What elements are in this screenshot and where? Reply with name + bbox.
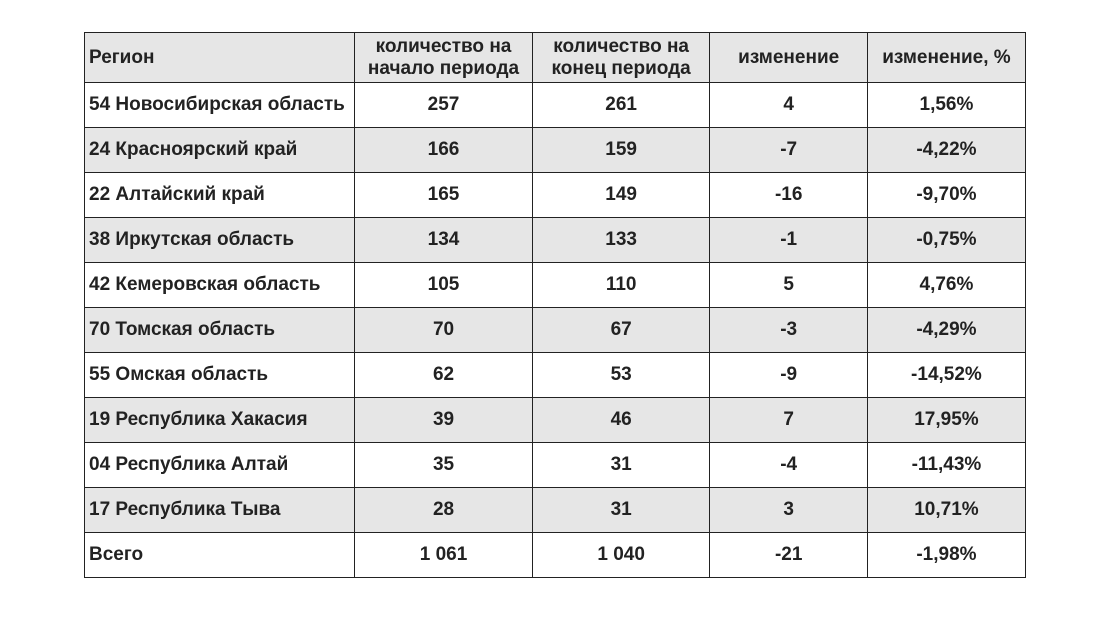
cell-region: 17 Республика Тыва <box>85 488 355 533</box>
cell-end-count: 1 040 <box>532 533 710 578</box>
cell-change-percent: -11,43% <box>867 443 1025 488</box>
cell-end-count: 46 <box>532 398 710 443</box>
cell-start-count: 1 061 <box>355 533 533 578</box>
table-row <box>85 443 1026 488</box>
region-table <box>84 32 1026 578</box>
cell-change-percent: -4,22% <box>867 128 1025 173</box>
cell-start-count: 134 <box>355 218 533 263</box>
cell-region: 38 Иркутская область <box>85 218 355 263</box>
cell-start-count: 166 <box>355 128 533 173</box>
cell-change: 3 <box>710 488 867 533</box>
cell-region: 55 Омская область <box>85 353 355 398</box>
header-change-percent: изменение, % <box>867 33 1025 83</box>
cell-region: 19 Республика Хакасия <box>85 398 355 443</box>
cell-region: 54 Новосибирская область <box>85 83 355 128</box>
cell-change-percent: -1,98% <box>867 533 1025 578</box>
table-row <box>85 398 1026 443</box>
cell-end-count: 110 <box>532 263 710 308</box>
cell-change: -16 <box>710 173 867 218</box>
cell-region: 22 Алтайский край <box>85 173 355 218</box>
cell-change: -3 <box>710 308 867 353</box>
cell-change: -7 <box>710 128 867 173</box>
table-row <box>85 218 1026 263</box>
cell-change-percent: 10,71% <box>867 488 1025 533</box>
cell-region: 24 Красноярский край <box>85 128 355 173</box>
cell-change-percent: -14,52% <box>867 353 1025 398</box>
table-row <box>85 263 1026 308</box>
cell-start-count: 62 <box>355 353 533 398</box>
header-end-count: количество на конец периода <box>532 33 710 83</box>
cell-change-percent: -9,70% <box>867 173 1025 218</box>
table-row <box>85 128 1026 173</box>
cell-region: 70 Томская область <box>85 308 355 353</box>
cell-start-count: 35 <box>355 443 533 488</box>
cell-change-percent: -0,75% <box>867 218 1025 263</box>
cell-region: 42 Кемеровская область <box>85 263 355 308</box>
cell-end-count: 149 <box>532 173 710 218</box>
cell-start-count: 257 <box>355 83 533 128</box>
cell-change: -9 <box>710 353 867 398</box>
header-change: изменение <box>710 33 867 83</box>
cell-start-count: 165 <box>355 173 533 218</box>
cell-end-count: 53 <box>532 353 710 398</box>
cell-change: 5 <box>710 263 867 308</box>
table-row <box>85 83 1026 128</box>
table-row <box>85 353 1026 398</box>
cell-change-percent: 4,76% <box>867 263 1025 308</box>
cell-start-count: 105 <box>355 263 533 308</box>
cell-end-count: 261 <box>532 83 710 128</box>
header-region: Регион <box>85 33 355 83</box>
header-row <box>85 33 1026 83</box>
cell-change: -1 <box>710 218 867 263</box>
table-row <box>85 173 1026 218</box>
cell-end-count: 31 <box>532 443 710 488</box>
cell-change: -21 <box>710 533 867 578</box>
cell-end-count: 67 <box>532 308 710 353</box>
cell-change: 7 <box>710 398 867 443</box>
cell-region: Всего <box>85 533 355 578</box>
cell-change: 4 <box>710 83 867 128</box>
cell-change-percent: 17,95% <box>867 398 1025 443</box>
cell-change-percent: -4,29% <box>867 308 1025 353</box>
cell-change-percent: 1,56% <box>867 83 1025 128</box>
cell-start-count: 28 <box>355 488 533 533</box>
table-row <box>85 308 1026 353</box>
cell-end-count: 133 <box>532 218 710 263</box>
cell-start-count: 70 <box>355 308 533 353</box>
table-row <box>85 488 1026 533</box>
cell-end-count: 159 <box>532 128 710 173</box>
cell-end-count: 31 <box>532 488 710 533</box>
cell-change: -4 <box>710 443 867 488</box>
cell-region: 04 Республика Алтай <box>85 443 355 488</box>
cell-start-count: 39 <box>355 398 533 443</box>
header-start-count: количество на начало периода <box>355 33 533 83</box>
total-row <box>85 533 1026 578</box>
